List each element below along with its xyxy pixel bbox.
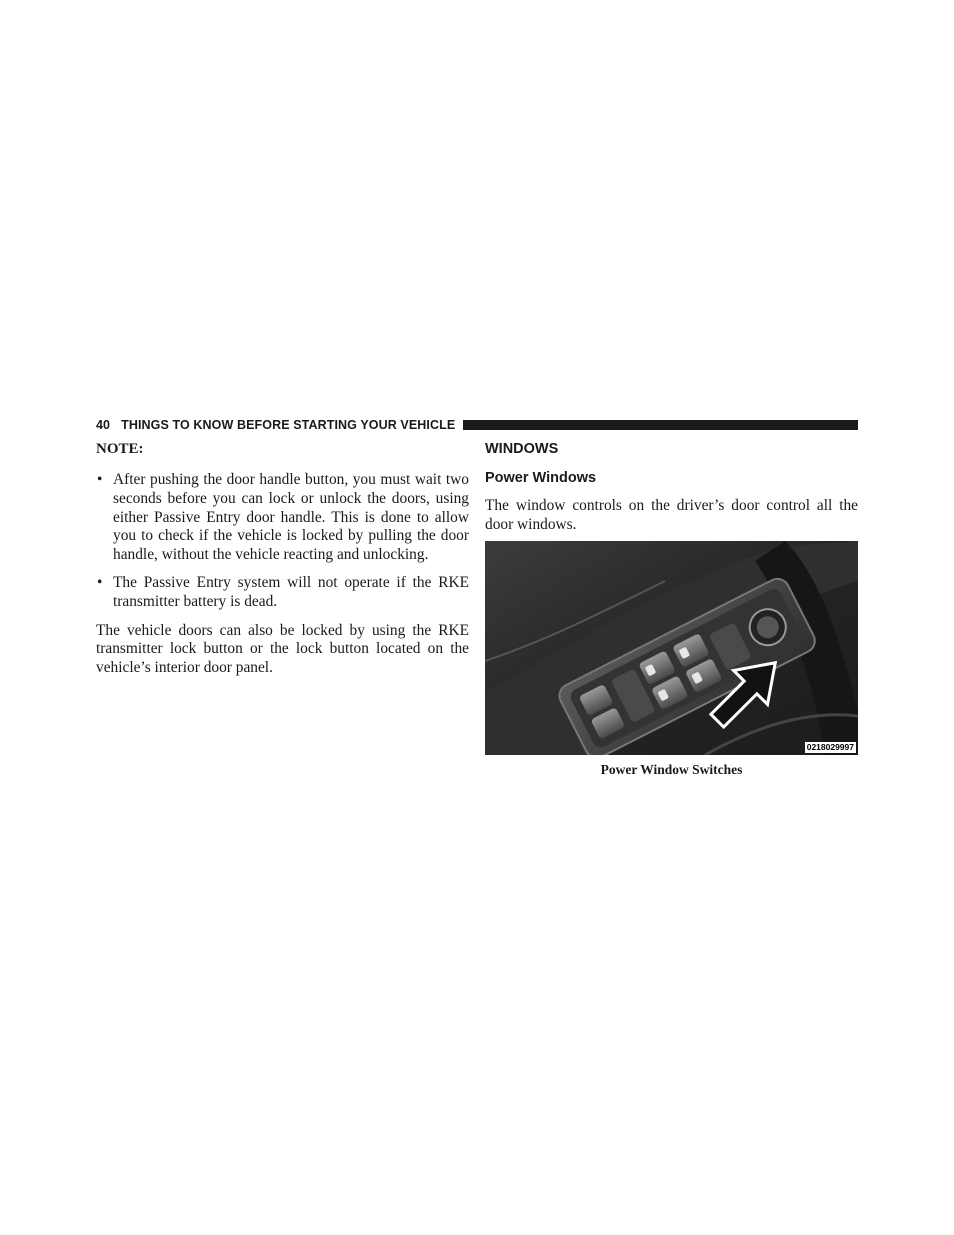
page-number: 40 xyxy=(96,418,111,432)
body-paragraph: The window controls on the driver’s door control all the door windows. xyxy=(485,497,858,533)
running-header xyxy=(96,417,858,433)
figure-caption: Power Window Switches xyxy=(600,761,743,777)
list-item xyxy=(96,574,469,612)
section-header: THINGS TO KNOW BEFORE STARTING YOUR VEHICLE xyxy=(121,418,456,432)
note-label: NOTE: xyxy=(96,441,144,457)
door-panel-illustration xyxy=(485,541,858,755)
left-column xyxy=(96,437,469,678)
subsection-title: Power Windows xyxy=(485,470,597,486)
bullet-text: The Passive Entry system will not operate if the RKE transmitter battery is dead. xyxy=(113,573,469,610)
bullet-icon: • xyxy=(97,573,103,591)
right-column xyxy=(485,437,858,778)
power-window-switches-photo xyxy=(485,541,858,755)
body-paragraph: The vehicle doors can also be locked by using the RKE transmitter lock button or the lock button located on the vehicle’s interior door panel. xyxy=(96,621,469,677)
section-title: WINDOWS xyxy=(485,441,559,457)
list-item xyxy=(96,471,469,565)
bullet-text: After pushing the door handle button, you must wait two seconds before you can lock or unlock the doors, using either Passive Entry door handle. This is done to allow you to check if the vehicle is locked by pulling the door handle, without the vehicle reacting and unlocking. xyxy=(113,471,469,564)
bullet-icon: • xyxy=(97,471,103,488)
note-bullet-list xyxy=(96,471,469,612)
header-rule xyxy=(463,420,858,430)
figure-code: 0218029997 xyxy=(806,741,854,752)
